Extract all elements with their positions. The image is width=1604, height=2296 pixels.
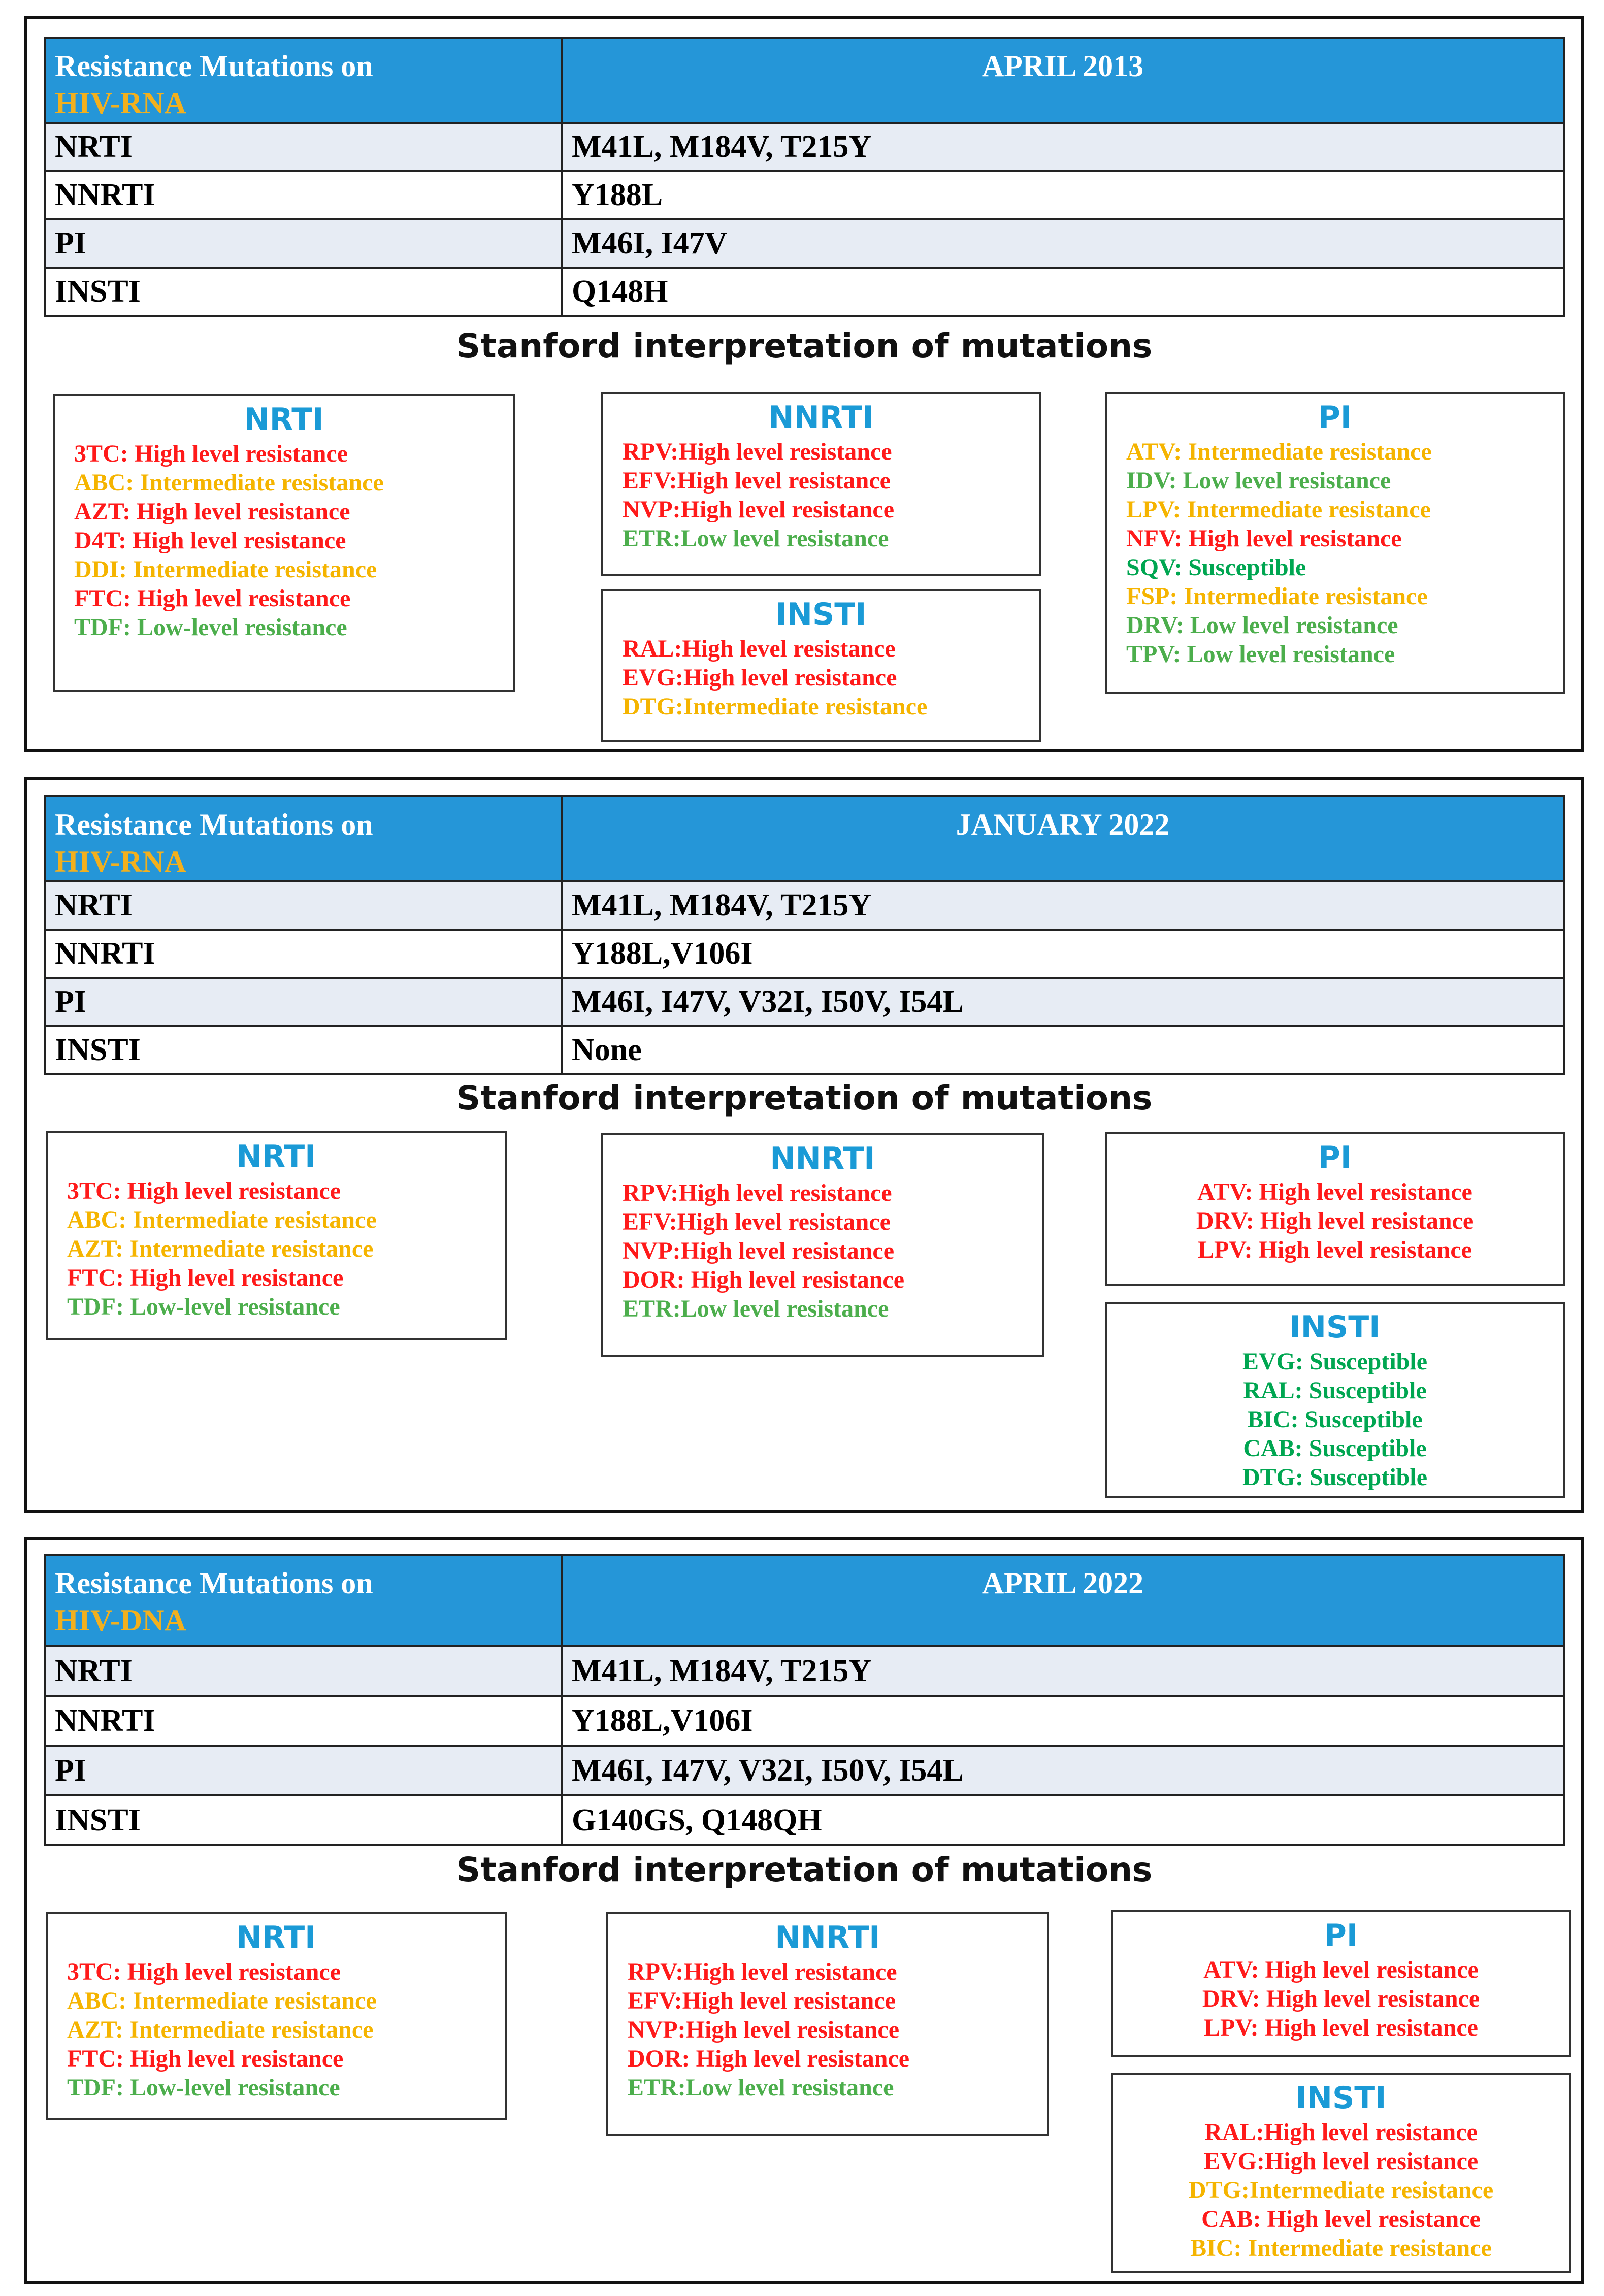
drug-resistance-line: NVP:High level resistance [628,2016,900,2043]
drug-resistance-line: IDV: Low level resistance [1126,467,1391,494]
box-nnrti [606,1912,1049,2136]
drug-resistance-line: DRV: High level resistance [1196,1207,1474,1234]
box-nrti [53,394,515,692]
row-value: M46I, I47V, V32I, I50V, I54L [562,1746,1564,1795]
drug-resistance-line: ATV: High level resistance [1197,1178,1472,1205]
header-prefix: Resistance Mutations on [55,808,373,841]
row-value: None [562,1026,1564,1074]
drug-list [48,1176,505,1321]
drug-resistance-line: TPV: Low level resistance [1126,641,1395,668]
drug-resistance-line: RAL: Susceptible [1243,1377,1427,1404]
drug-resistance-line: RAL:High level resistance [623,635,896,662]
row-label: NNRTI [45,1696,562,1746]
drug-resistance-line: RPV:High level resistance [628,1958,897,1985]
header-sample-type: HIV-DNA [55,1603,186,1637]
row-label: NRTI [45,1646,562,1696]
drug-resistance-line: EVG: Susceptible [1242,1348,1428,1375]
drug-resistance-line: D4T: High level resistance [74,527,346,554]
drug-list [1113,1955,1569,2042]
drug-list [1107,1347,1563,1492]
mutation-table [44,1554,1565,1846]
table-header-date: APRIL 2022 [562,1555,1564,1646]
box-title: INSTI [1289,1309,1381,1345]
box-title: NRTI [236,1139,316,1174]
row-label: INSTI [45,268,562,316]
drug-resistance-line: FTC: High level resistance [67,1264,344,1291]
interpretation-title: Stanford interpretation of mutations [456,1078,1153,1118]
drug-resistance-line: ETR:Low level resistance [623,1295,889,1322]
drug-resistance-line: FTC: High level resistance [67,2045,344,2072]
row-value: M46I, I47V [562,219,1564,268]
drug-resistance-line: NVP:High level resistance [623,496,895,523]
drug-resistance-line: TDF: Low-level resistance [67,1293,340,1320]
box-title: PI [1318,400,1352,435]
drug-resistance-line: ATV: Intermediate resistance [1126,438,1432,465]
box-title: INSTI [775,597,867,632]
drug-list [603,634,1039,721]
drug-resistance-line: ABC: Intermediate resistance [67,1206,377,1233]
row-label: NNRTI [45,171,562,219]
row-value: M41L, M184V, T215Y [562,881,1564,930]
box-pi [1111,1910,1571,2057]
drug-list [55,439,513,642]
drug-resistance-line: BIC: Intermediate resistance [1190,2235,1492,2261]
drug-resistance-line: EFV:High level resistance [628,1987,896,2014]
drug-resistance-line: DTG: Susceptible [1242,1464,1428,1491]
box-pi [1105,1132,1565,1286]
drug-resistance-line: CAB: Susceptible [1243,1435,1427,1462]
panel-april-2013 [24,16,1584,752]
drug-resistance-line: EVG:High level resistance [1203,2148,1479,2175]
interpretation-title: Stanford interpretation of mutations [456,1850,1153,1889]
drug-resistance-line: DRV: High level resistance [1202,1985,1480,2012]
table-header-label [45,38,562,123]
panel-april-2022 [24,1537,1584,2284]
drug-resistance-line: ABC: Intermediate resistance [67,1987,377,2014]
drug-resistance-line: CAB: High level resistance [1201,2206,1481,2233]
drug-resistance-line: DOR: High level resistance [628,2045,910,2072]
box-title: NNRTI [768,400,874,435]
box-insti [1105,1302,1565,1498]
drug-resistance-line: ETR:Low level resistance [623,525,889,552]
drug-resistance-line: 3TC: High level resistance [67,1958,341,1985]
drug-resistance-line: TDF: Low-level resistance [74,614,347,641]
interpretation-title: Stanford interpretation of mutations [456,326,1153,366]
drug-resistance-line: DRV: Low level resistance [1126,612,1398,639]
row-label: PI [45,1746,562,1795]
drug-list [1113,2118,1569,2262]
row-label: NRTI [45,881,562,930]
row-value: Q148H [562,268,1564,316]
box-title: NRTI [236,1920,316,1955]
row-label: NRTI [45,123,562,171]
drug-resistance-line: DTG:Intermediate resistance [1188,2177,1494,2204]
drug-resistance-line: BIC: Susceptible [1247,1406,1423,1433]
drug-resistance-line: SQV: Susceptible [1126,554,1306,581]
header-prefix: Resistance Mutations on [55,1566,373,1600]
box-title: NRTI [244,402,324,437]
drug-resistance-line: AZT: High level resistance [74,498,350,525]
drug-resistance-line: EFV:High level resistance [623,467,891,494]
row-value: Y188L,V106I [562,930,1564,978]
drug-resistance-line: DTG:Intermediate resistance [623,693,928,720]
drug-resistance-line: AZT: Intermediate resistance [67,1235,374,1262]
header-prefix: Resistance Mutations on [55,49,373,83]
row-label: PI [45,978,562,1026]
drug-resistance-line: ABC: Intermediate resistance [74,469,384,496]
row-value: M41L, M184V, T215Y [562,1646,1564,1696]
panel-january-2022 [24,777,1584,1513]
table-header-date: APRIL 2013 [562,38,1564,123]
drug-resistance-line: 3TC: High level resistance [67,1177,341,1204]
mutation-table [44,37,1565,317]
drug-resistance-line: NFV: High level resistance [1126,525,1402,552]
row-value: M41L, M184V, T215Y [562,123,1564,171]
drug-list [603,1178,1042,1323]
drug-resistance-line: FTC: High level resistance [74,585,351,612]
drug-list [1107,1177,1563,1264]
drug-resistance-line: DDI: Intermediate resistance [74,556,377,583]
drug-resistance-line: EFV:High level resistance [623,1208,891,1235]
box-nrti [46,1912,507,2120]
box-nnrti [601,1133,1044,1357]
box-title: PI [1324,1918,1358,1953]
row-value: Y188L [562,171,1564,219]
box-title: NNRTI [775,1920,880,1955]
drug-resistance-line: LPV: High level resistance [1198,1236,1472,1263]
box-insti [601,589,1041,742]
mutation-table [44,795,1565,1075]
box-nrti [46,1131,507,1340]
table-header-label [45,1555,562,1646]
drug-resistance-line: LPV: High level resistance [1204,2014,1478,2041]
row-label: NNRTI [45,930,562,978]
drug-resistance-line: TDF: Low-level resistance [67,2074,340,2101]
drug-resistance-line: DOR: High level resistance [623,1266,905,1293]
box-title: PI [1318,1140,1352,1175]
box-nnrti [601,392,1041,576]
row-label: INSTI [45,1795,562,1845]
drug-resistance-line: ETR:Low level resistance [628,2074,894,2101]
drug-resistance-line: ATV: High level resistance [1203,1956,1479,1983]
row-label: INSTI [45,1026,562,1074]
drug-list [603,437,1039,553]
drug-resistance-line: AZT: Intermediate resistance [67,2016,374,2043]
drug-resistance-line: RPV:High level resistance [623,438,892,465]
table-header-label [45,796,562,881]
drug-resistance-line: RAL:High level resistance [1204,2119,1478,2146]
box-title: NNRTI [770,1141,875,1176]
box-title: INSTI [1295,2080,1387,2116]
drug-list [1107,437,1563,669]
row-value: Y188L,V106I [562,1696,1564,1746]
table-header-date: JANUARY 2022 [562,796,1564,881]
drug-list [608,1957,1047,2102]
drug-list [48,1957,505,2102]
box-pi [1105,392,1565,694]
box-insti [1111,2073,1571,2273]
drug-resistance-line: FSP: Intermediate resistance [1126,583,1428,610]
drug-resistance-line: LPV: Intermediate resistance [1126,496,1431,523]
drug-resistance-line: 3TC: High level resistance [74,440,348,467]
row-value: G140GS, Q148QH [562,1795,1564,1845]
header-sample-type: HIV-RNA [55,86,186,120]
drug-resistance-line: NVP:High level resistance [623,1237,895,1264]
row-value: M46I, I47V, V32I, I50V, I54L [562,978,1564,1026]
drug-resistance-line: RPV:High level resistance [623,1179,892,1206]
header-sample-type: HIV-RNA [55,845,186,879]
row-label: PI [45,219,562,268]
drug-resistance-line: EVG:High level resistance [623,664,897,691]
